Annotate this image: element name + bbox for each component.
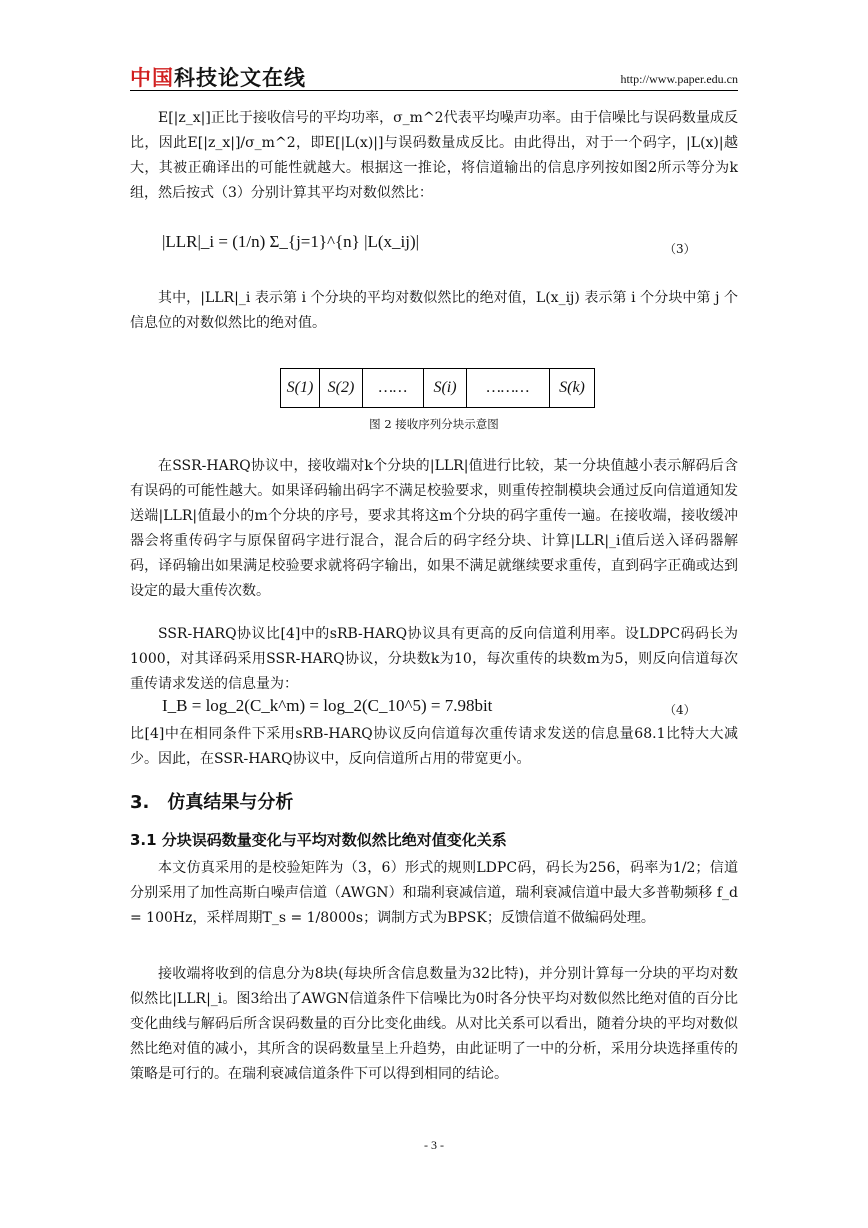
block-cell: …… <box>363 369 424 407</box>
block-cell: ……… <box>467 369 550 407</box>
paragraph-5: 比[4]中在相同条件下采用sRB-HARQ协议反向信道每次重传请求发送的信息量68.1比特大大减少。因此，在SSR-HARQ协议中，反向信道所占用的带宽更小。 <box>130 726 738 767</box>
journal-logo: 中国科技论文在线 <box>130 66 306 90</box>
header-url[interactable]: http://www.paper.edu.cn <box>620 72 738 86</box>
block-cell: S(2) <box>320 369 363 407</box>
equation-3: |LLR|_i = (1/n) Σ_{j=1}^{n} |L(x_ij)| <box>162 232 420 251</box>
paragraph-6: 本文仿真采用的是校验矩阵为（3，6）形式的规则LDPC码，码长为256，码率为1/2；信道分别采用了加性高斯白噪声信道（AWGN）和瑞利衰减信道，瑞利衰减信道中最大多普勒频移 f_d = 100Hz，采样周期T_s = 1/8000s；调制方式为BPSK；反馈信道不做编码处理。 <box>130 860 738 926</box>
paragraph-2: 其中，|LLR|_i 表示第 i 个分块的平均对数似然比的绝对值，L(x_ij) 表示第 i 个分块中第 j 个信息位的对数似然比的绝对值。 <box>130 290 738 331</box>
block-cell: S(1) <box>281 369 320 407</box>
page-header <box>130 60 738 91</box>
block-cell: S(i) <box>424 369 467 407</box>
figure-2-block-sequence <box>280 368 595 408</box>
equation-4-number: （4） <box>664 703 696 717</box>
section-3-heading: 3. 仿真结果与分析 <box>130 792 294 813</box>
paragraph-7: 接收端将收到的信息分为8块(每块所含信息数量为32比特)，并分别计算每一分块的平均对数似然比|LLR|_i。图3给出了AWGN信道条件下信噪比为0时各分快平均对数似然比绝对值的百分比变化曲线与解码后所含误码数量的百分比变化曲线。从对比关系可以看出，随着分块的平均对数似然比绝对值的减小，其所含的误码数量呈上升趋势，由此证明了一中的分析，采用分块选择重传的策略是可行的。在瑞利衰减信道条件下可以得到相同的结论。 <box>130 966 738 1082</box>
equation-4: I_B = log_2(C_k^m) = log_2(C_10^5) = 7.98bit <box>162 696 493 715</box>
block-cell: S(k) <box>559 379 585 396</box>
paragraph-4: SSR-HARQ协议比[4]中的sRB-HARQ协议具有更高的反向信道利用率。设LDPC码码长为1000，对其译码采用SSR-HARQ协议，分块数k为10，每次重传的块数m为5，则反向信道每次重传请求发送的信息量为： <box>130 626 738 692</box>
paragraph-3: 在SSR-HARQ协议中，接收端对k个分块的|LLR|值进行比较，某一分块值越小表示解码后含有误码的可能性越大。如果译码输出码字不满足校验要求，则重传控制模块会通过反向信道通知发送端|LLR|值最小的m个分块的序号，要求其将这m个分块的码字重传一遍。在接收端，接收缓冲器会将重传码字与原保留码字进行混合，混合后的码字经分块、计算|LLR|_i值后送入译码器解码，译码输出如果满足校验要求就将码字输出，如果不满足就继续要求重传，直到码字正确或达到设定的最大重传次数。 <box>130 458 738 599</box>
section-3-1-heading: 3.1 分块误码数量变化与平均对数似然比绝对值变化关系 <box>130 831 507 849</box>
figure-2-caption: 图 2 接收序列分块示意图 <box>369 417 499 431</box>
page-number: - 3 - <box>424 1138 444 1152</box>
equation-3-number: （3） <box>664 242 696 256</box>
paragraph-1: E[|z_x|]正比于接收信号的平均功率，σ_m^2代表平均噪声功率。由于信噪比与误码数量成反比，因此E[|z_x|]/σ_m^2，即E[|L(x)|]与误码数量成反比。由此得出，对于一个码字，|L(x)|越大，其被正确译出的可能性就越大。根据这一推论，将信道输出的信息序列按如图2所示等分为k组，然后按式（3）分别计算其平均对数似然比： <box>130 110 738 201</box>
